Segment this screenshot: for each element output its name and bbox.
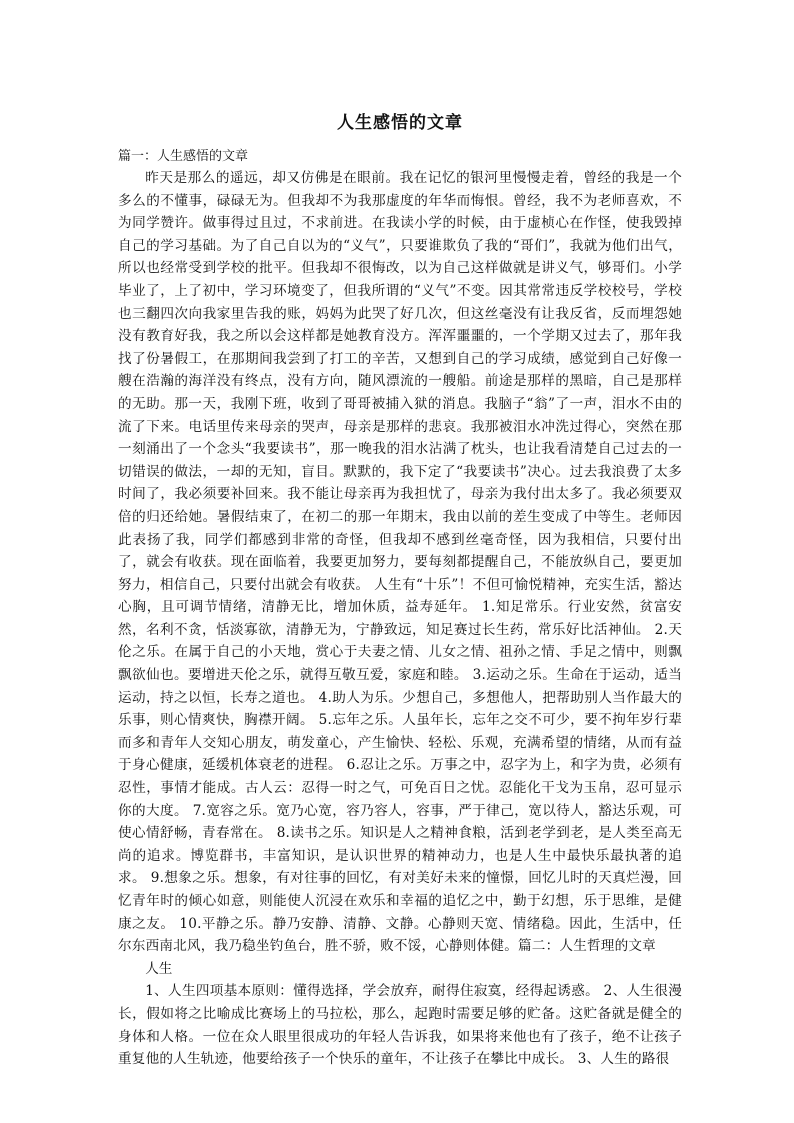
section-2-subheading: 人生 [145, 960, 173, 977]
document-title: 人生感悟的文章 [337, 113, 463, 133]
section-1-label: 篇一：人生感悟的文章 [118, 149, 249, 164]
body-paragraph-2: 1、人生四项基本原则：懂得选择，学会放弃，耐得住寂寞，经得起诱惑。 2、人生很漫长，假如将之比喻成比赛场上的马拉松，那么，起跑时需要足够的贮备。这贮备就是健全的身体和人格。一位在众人眼里很成功的年轻人告诉我，如果将来他也有了孩子，绝不让孩子重复他的人生轨迹，他要给孩子一个快乐的童年，不让孩子在攀比中成长。 3、人生的路很 [118, 983, 682, 1068]
document-page [118, 100, 682, 1071]
body-paragraph-1: 昨天是那么的遥远，却又仿佛是在眼前。我在记忆的银河里慢慢走着，曾经的我是一个多么的不懂事，碌碌无为。但我却不为我那虚度的年华而悔恨。曾经，我不为老师喜欢，不为同学赞许。做事得过且过，不求前进。在我读小学的时候，由于虚桢心在作怪，使我毁掉自己的学习基础。为了自己自以为的“义气”，只要谁欺负了我的“哥们”，我就为他们出气，所以也经常受到学校的批平。但我却不很悔改，以为自己这样做就是讲义气，够哥们。小学毕业了，上了初中，学习环境变了，但我所谓的“义气”不变。因其常常违反学校校号，学校也三翻四次向我家里告我的账，妈妈为此哭了好几次，但这丝毫没有让我反省，反而埋怨她没有教育好我，我之所以会这样都是她教育没方。浑浑噩噩的，一个学期又过去了，那年我找了份暑假工，在那期间我尝到了打工的辛苦，又想到自己的学习成绩，感觉到自己好像一艘在浩瀚的海洋没有终点，没有方向，随风漂流的一艘船。前途是那样的黑暗，自己是那样的无助。那一天，我刚下班，收到了哥哥被捕入狱的消息。我脑子“翁”了一声，泪水不由的流了下来。电话里传来母亲的哭声，母亲是那样的悲哀。我那被泪水冲洗过得心，突然在那一刻涌出了一个念头“我要读书”，那一晚我的泪水沾满了枕头，也让我看清楚自己过去的一切错误的做法，一却的无知，盲目。默默的，我下定了“我要读书”决心。过去我浪费了太多时间了，我必须要补回来。我不能让母亲再为我担忧了，母亲为我付出太多了。我必须要双倍的归还给她。暑假结束了，在初二的那一年期末，我由以前的差生变成了中等生。老师因此表扬了我，同学们都感到非常的奇怪，但我却不感到丝毫奇怪，因为我相信，只要付出了，就会有收获。现在面临着，我要更加努力，要每刻都提醒自己，不能放纵自己，要更加努力，相信自己，只要付出就会有收获。 人生有“十乐”！不但可愉悦精神，充实生活，豁达心胸，且可调节情绪，清静无比，增加休质，益寿延年。 1.知足常乐。行业安然，贫富安然，名利不贪，恬淡寡欲，清静无为，宁静致远，知足赛过长生药，常乐好比活神仙。 2.天伦之乐。在属于自己的小天地，赏心于夫妻之情、儿女之情、祖孙之情、手足之情中，则飘飘欲仙也。要增进天伦之乐，就得互敬互爱，家庭和睦。 3.运动之乐。生命在于运动，适当运动，持之以恒，长寿之道也。 4.助人为乐。少想自己，多想他人，把帮助别人当作最大的乐事，则心情爽快，胸襟开阔。 5.忘年之乐。人虽年长，忘年之交不可少，要不拘年岁行辈而多和青年人交知心朋友，萌发童心，产生愉快、轻松、乐观，充满希望的情绪，从而有益于身心健康，延缓机体衰老的进程。 6.忍让之乐。万事之中，忍字为上，和字为贵，必须有忍性，事情才能成。古人云：忍得一时之气，可免百日之忧。忍能化干戈为玉帛，忍可显示你的大度。 7.宽容之乐。宽乃心宽，容乃容人，容事，严于律己，宽以待人，豁达乐观，可使心情舒畅，青春常在。 8.读书之乐。知识是人之精神食粮，活到老学到老，是人类至高无尚的追求。博览群书，丰富知识，是认识世界的精神动力，也是人生中最快乐最执著的追求。 9.想象之乐。想象，有对往事的回忆，有对美好未来的憧憬，回忆儿时的天真烂漫，回忆青年时的倾心如意，则能使人沉浸在欢乐和幸福的追忆之中，勤于幻想，乐于思维，是健康之友。 10.平静之乐。静乃安静、清静、文静。心静则天宽、情绪稳。因此，生活中，任尔东西南北风，我乃稳坐钓鱼台，胜不骄，败不馁，心静则体健。篇二：人生哲理的文章 [118, 170, 682, 955]
